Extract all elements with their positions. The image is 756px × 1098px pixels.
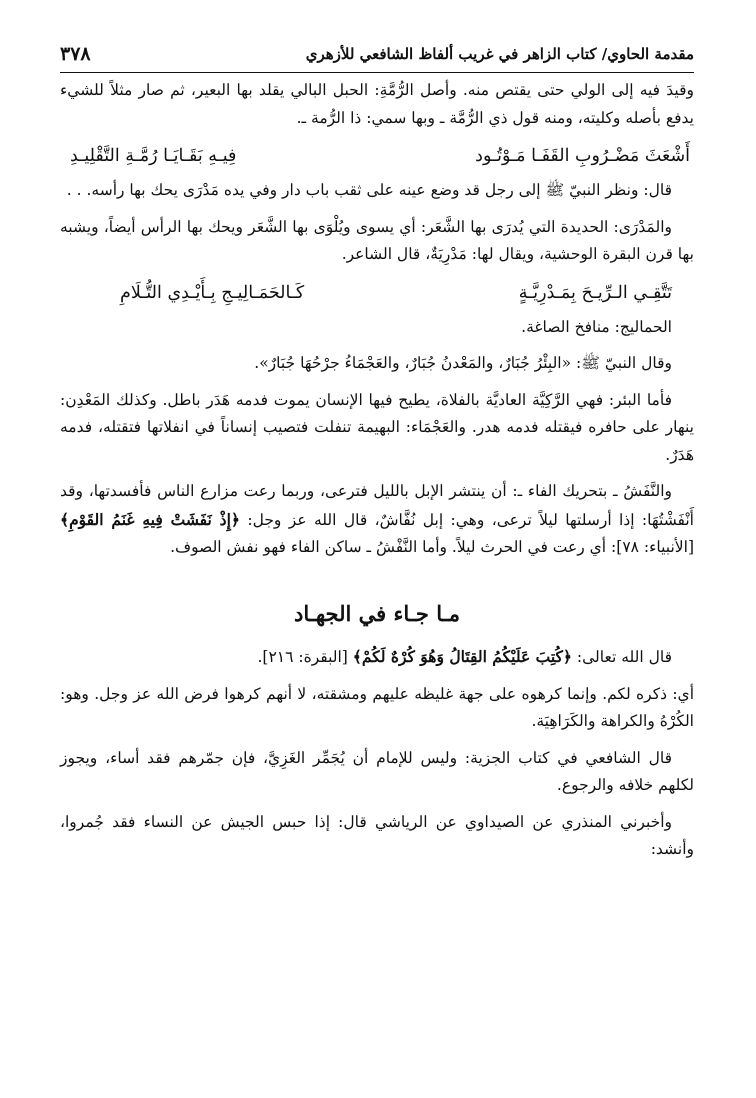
- header-title: مقدمة الحاوي/ كتاب الزاهر في غريب ألفاظ الشافعي للأزهري: [305, 45, 694, 63]
- paragraph: قال الشافعي في كتاب الجزية: وليس للإمام أن يُجَمِّر الغَزِيَّ، فإن جمّرهم فقد أساء، ويجوز لكلهم خلافه والرجوع.: [60, 748, 694, 794]
- verse-second-hemistich: فِيـهِ بَقَـايَـا رُمَّـةِ التَّقْلِيـدِ: [70, 146, 237, 166]
- paragraph-text: [البقرة: ٢١٦].: [257, 648, 353, 666]
- paragraph: وأخبرني المنذري عن الصيداوي عن الرياشي قال: إذا حبس الجيش عن النساء فقد جُمروا، وأنشد:: [60, 812, 694, 858]
- paragraph-text: والنَّفَشُ ـ بتحريك الفاء ـ: أن ينتشر الإبل بالليل فترعى، وربما رعت مزارع الناس فأفسدتها، وقد أَنْفَشْتُهَا: إذا أرسلتها ليلاً ترعى، وهي: إبل نُفَّاشٌ، قال الله عز وجل:: [60, 482, 694, 529]
- section-heading: مـا جـاء في الجهـاد: [293, 600, 461, 626]
- paragraph: والمَدْرَى: الحديدة التي يُدرَى بها الشَّعَر: أي يسوى ويُلْوَى بها الشَّعَر ويحك بها الرأس أيضاً، ويشبه بها قرن البقرة الوحشية، ويقال لها: مَدْرِيَةٌ، قال الشاعر.: [60, 217, 694, 263]
- paragraph: [60, 478, 694, 562]
- paragraph-text: قال الله تعالى:: [571, 648, 672, 666]
- running-header: [60, 36, 694, 73]
- book-page: [60, 36, 694, 1098]
- verse-second-hemistich: كَـالحَمَـالِيـجِ بِـأَيْـدِي التُّـلَامِ: [120, 282, 305, 303]
- paragraph: وقيدَ فيه إلى الولي حتى يقتص منه. وأصل الرُّمَّةِ: الحبل البالي يقلد بها البعير، ثم صار مثلاً للشيء يدفع بأصله وكليته، ومنه قول ذي الرُّمَّة ـ وبها سمي: ذا الرُّمة ـ.: [60, 81, 694, 127]
- quran-quote: ﴿إِذْ نَفَشَتْ فِيهِ غَنَمُ القَوْمِ﴾: [60, 509, 240, 529]
- quran-quote: ﴿كُتِبَ عَلَيْكُمُ القِتَالُ وَهُوَ كُرْهٌ لَكُمْ﴾: [352, 647, 572, 666]
- paragraph: الحماليج: منافخ الصاغة.: [521, 317, 672, 336]
- verse-first-hemistich: أَشْعَثَ مَضْـرُوبِ القَفَـا مَـوْتُـود: [475, 146, 690, 166]
- page-number: ٣٧٨: [60, 43, 91, 65]
- paragraph-text: [الأنبياء: ٧٨]: أي رعت في الحرث ليلاً. وأما النَّفْشُ ـ ساكن الفاء فهو نفش الصوف.: [170, 538, 694, 556]
- verse-first-hemistich: تَتَّقِـي الـرِّيـحَ بِمَـدْرِيَّـةٍ: [518, 282, 672, 303]
- poetry-verse: [60, 278, 694, 308]
- paragraph: [60, 643, 694, 672]
- paragraph: فأما البئر: فهي الرَّكِيَّة العاديَّة بالفلاة، يطيح فيها الإنسان يموت فدمه هَدَر باطل. وكذلك المَعْدِن: ينهار على حافره فيقتله فدمه هدر. والعَجْمَاء: البهيمة تنفلت فتصيب إنساناً في انفلاتها فتقتله، فدمه هَدَرٌ.: [60, 390, 694, 464]
- poetry-verse: [60, 141, 694, 171]
- hadith-paragraph: وقال النبيّ ﷺ: «البِئْرُ جُبَارٌ، والمَعْدنُ جُبَارٌ، والعَجْمَاءُ جرْحُهَا جُبَارٌ».: [254, 354, 672, 372]
- paragraph: قال: ونظر النبيّ ﷺ إلى رجل قد وضع عينه على ثقب باب دار وفي يده مَدْرَى يحك بها رأسه. . .: [66, 181, 672, 199]
- main-text: [60, 77, 694, 864]
- paragraph: أي: ذكره لكم. وإنما كرهوه على جهة غليظه عليهم ومشقته، لا أنهم كرهوا فرض الله عز وجل. وهو: الكُرْهُ والكراهة والكَرَاهِيَة.: [60, 684, 694, 730]
